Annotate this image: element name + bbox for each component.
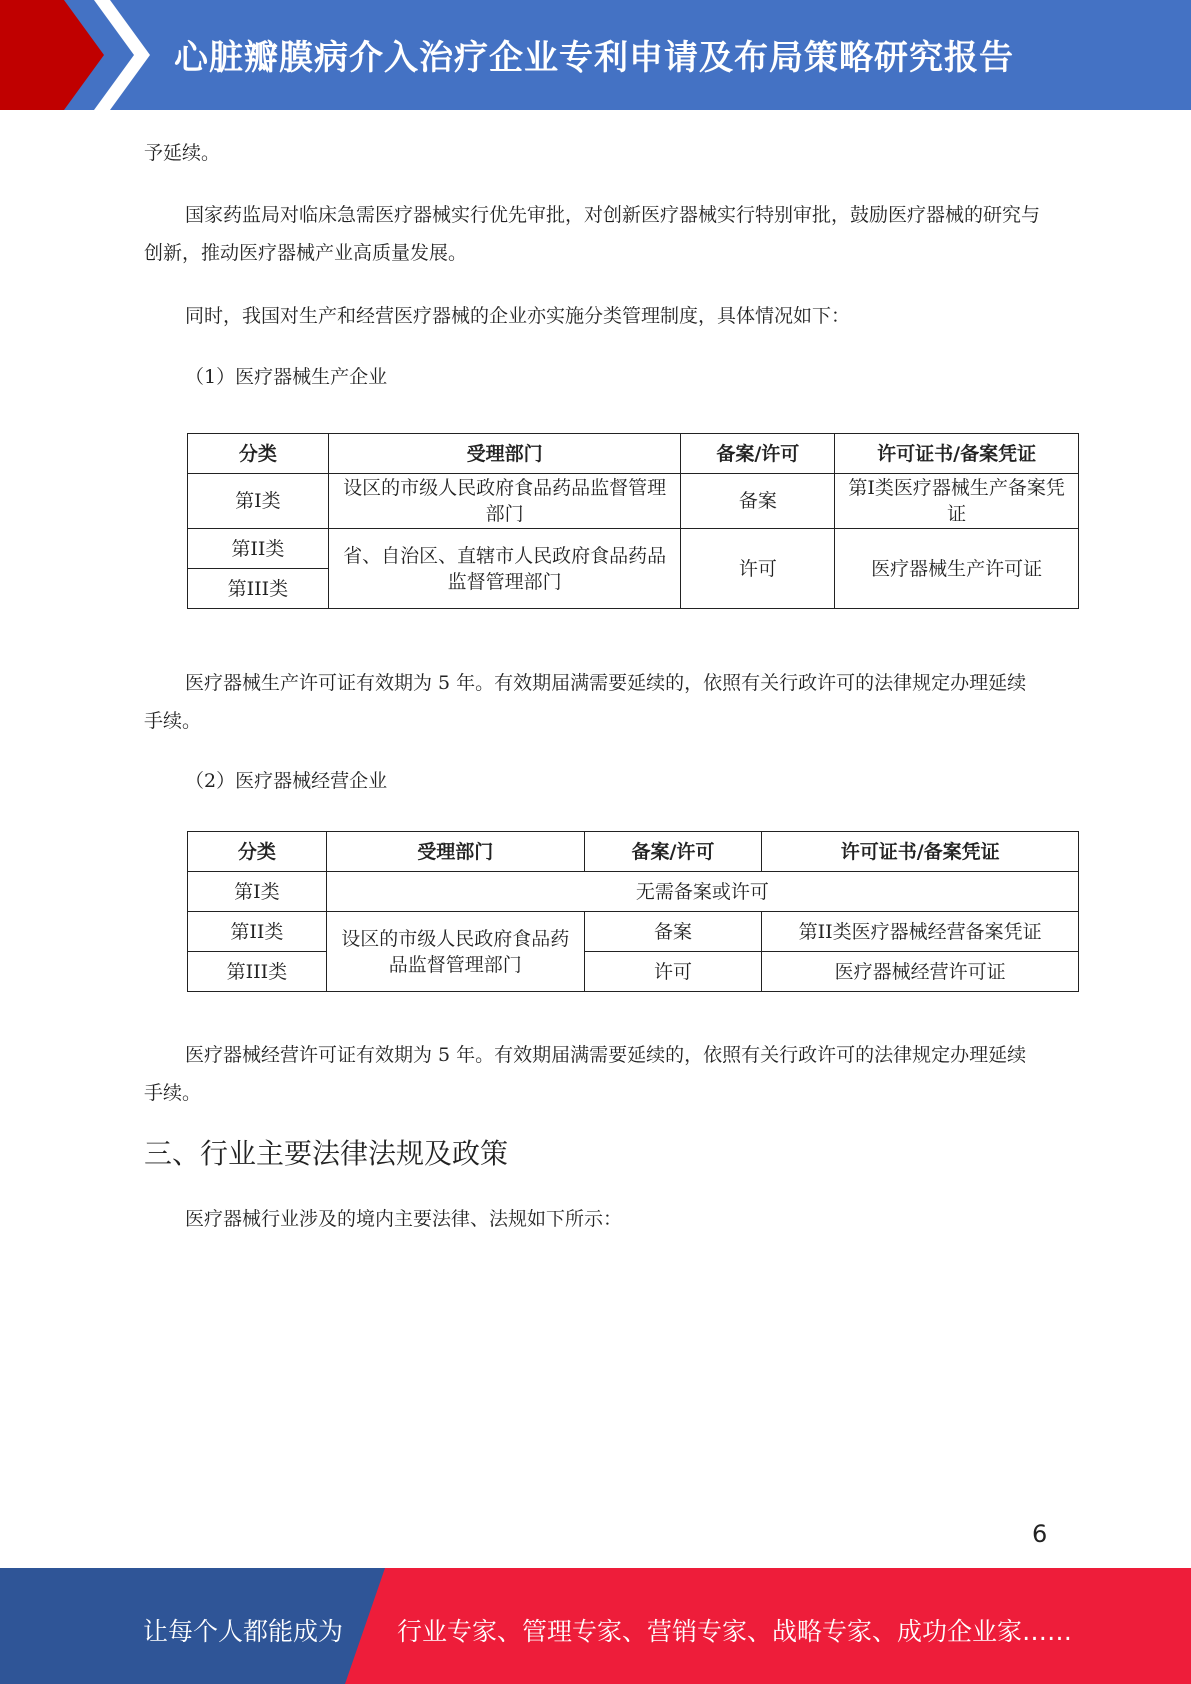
cell-class: 第II类 [188, 529, 329, 569]
distribution-classification-table [187, 831, 1079, 992]
table-row [188, 912, 1079, 952]
header-cert: 许可证书/备案凭证 [835, 434, 1079, 474]
cell-class: 第II类 [188, 912, 327, 952]
header-cert: 许可证书/备案凭证 [762, 832, 1079, 872]
paragraph-classification-intro: 同时，我国对生产和经营医疗器械的企业亦实施分类管理制度，具体情况如下： [185, 305, 851, 327]
table-header-row [188, 832, 1079, 872]
header-dept: 受理部门 [328, 434, 681, 474]
subheading-distribution: （2）医疗器械经营企业 [185, 770, 388, 792]
header-type: 备案/许可 [584, 832, 762, 872]
report-title: 心脏瓣膜病介入治疗企业专利申请及布局策略研究报告 [174, 38, 1014, 78]
production-classification-table [187, 433, 1079, 609]
cell-type: 备案 [584, 912, 762, 952]
header-class: 分类 [188, 434, 329, 474]
header-type: 备案/许可 [681, 434, 835, 474]
header-class: 分类 [188, 832, 327, 872]
footer-slogan-left: 让每个人都能成为 [143, 1617, 344, 1646]
cell-cert: 医疗器械经营许可证 [762, 952, 1079, 992]
cell-type-merged: 许可 [681, 529, 835, 609]
paragraph-continuation: 予延续。 [144, 142, 221, 164]
cell-cert: 第II类医疗器械经营备案凭证 [762, 912, 1079, 952]
cell-class: 第III类 [188, 569, 329, 609]
page-header [0, 0, 1191, 110]
table-row [188, 529, 1079, 569]
paragraph-priority-review: 国家药监局对临床急需医疗器械实行优先审批，对创新医疗器械实行特别审批，鼓励医疗器械的研究与创新，推动医疗器械产业高质量发展。 [144, 204, 1041, 264]
cell-no-filing-note: 无需备案或许可 [326, 872, 1078, 912]
subheading-production: （1）医疗器械生产企业 [185, 366, 388, 388]
table-row [188, 952, 1079, 992]
cell-cert: 第I类医疗器械生产备案凭证 [835, 474, 1079, 529]
table-row [188, 474, 1079, 529]
section-heading: 三、行业主要法律法规及政策 [144, 1137, 509, 1170]
header-dept: 受理部门 [326, 832, 584, 872]
page-number: 6 [1032, 1520, 1048, 1548]
paragraph-laws-intro: 医疗器械行业涉及的境内主要法律、法规如下所示： [185, 1208, 623, 1230]
cell-dept-merged: 设区的市级人民政府食品药品监督管理部门 [326, 912, 584, 992]
table-header-row [188, 434, 1079, 474]
cell-cert-merged: 医疗器械生产许可证 [835, 529, 1079, 609]
paragraph-distribution-validity: 医疗器械经营许可证有效期为 5 年。有效期届满需要延续的，依照有关行政许可的法律规定办理延续手续。 [144, 1044, 1027, 1104]
cell-dept-merged: 省、自治区、直辖市人民政府食品药品监督管理部门 [328, 529, 681, 609]
footer-slogan-right: 行业专家、管理专家、营销专家、战略专家、成功企业家…… [397, 1617, 1073, 1646]
cell-class: 第I类 [188, 474, 329, 529]
cell-dept: 设区的市级人民政府食品药品监督管理部门 [328, 474, 681, 529]
table-row [188, 872, 1079, 912]
cell-type: 许可 [584, 952, 762, 992]
paragraph-production-validity: 医疗器械生产许可证有效期为 5 年。有效期届满需要延续的，依照有关行政许可的法律规定办理延续手续。 [144, 672, 1027, 732]
page-footer [0, 1568, 1191, 1684]
cell-class: 第III类 [188, 952, 327, 992]
cell-type: 备案 [681, 474, 835, 529]
cell-class: 第I类 [188, 872, 327, 912]
